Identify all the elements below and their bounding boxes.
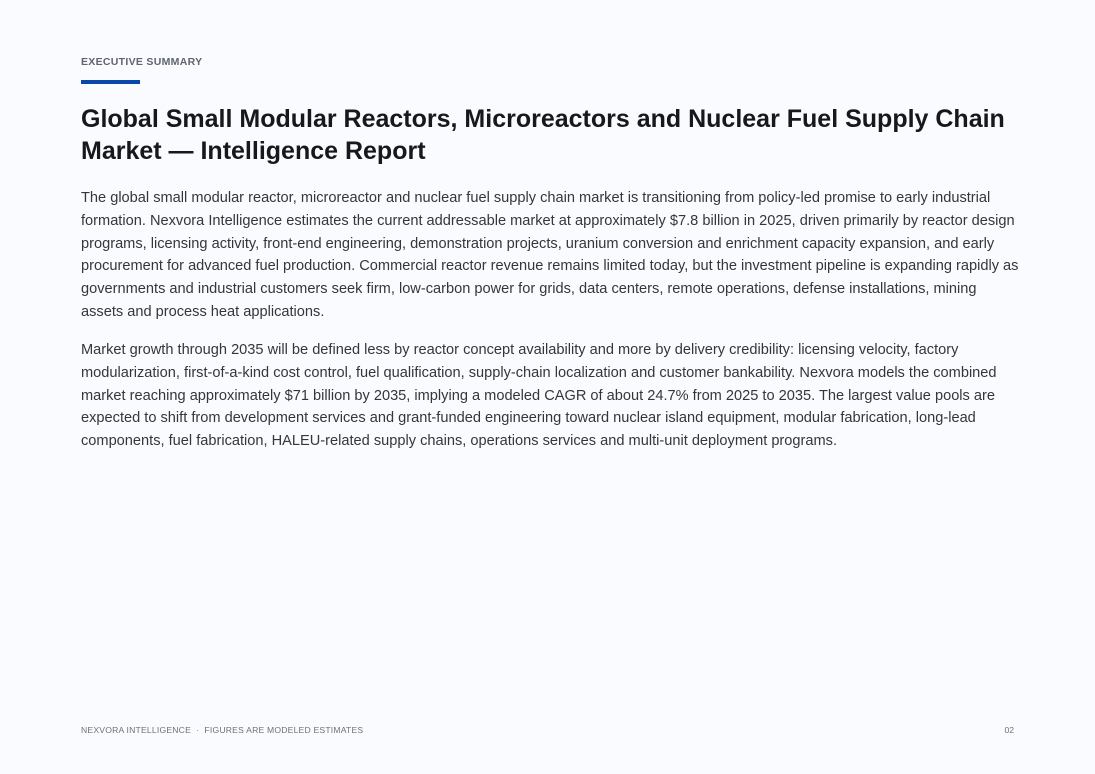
page-title: Global Small Modular Reactors, Microreactors and Nuclear Fuel Supply Chain Market — Intelligence Report bbox=[81, 105, 1005, 165]
summary-paragraph-2: Market growth through 2035 will be defined less by reactor concept availability and more by delivery credibility: licensing velocity, factory modularization, first-of-a-kind cost control, fuel qualification, supply-chain localization and customer bankability. Nexvora models the combined market reaching approximately $71 billion by 2035, implying a modeled CAGR of about 24.7% from 2025 to 2035. The largest value pools are expected to shift from development services and grant-funded engineering toward nuclear island equipment, modular fabrication, long-lead components, fuel fabrication, HALEU-related supply chains, operations services and multi-unit deployment programs. bbox=[81, 342, 997, 450]
section-label: EXECUTIVE SUMMARY bbox=[81, 56, 203, 68]
page-number: 02 bbox=[1004, 725, 1014, 735]
footer-text: NEXVORA INTELLIGENCE · FIGURES ARE MODELED ESTIMATES bbox=[81, 725, 364, 735]
accent-rule bbox=[81, 80, 140, 84]
summary-paragraph-1: The global small modular reactor, microreactor and nuclear fuel supply chain market is transitioning from policy-led promise to early industrial formation. Nexvora Intelligence estimates the current addressable market at approximately $7.8 billion in 2025, driven primarily by reactor design programs, licensing activity, front-end engineering, demonstration projects, uranium conversion and enrichment capacity expansion, and early procurement for advanced fuel production. Commercial reactor revenue remains limited today, but the investment pipeline is expanding rapidly as governments and industrial customers seek firm, low-carbon power for grids, data centers, remote operations, defense installations, mining assets and process heat applications. bbox=[81, 190, 1019, 320]
